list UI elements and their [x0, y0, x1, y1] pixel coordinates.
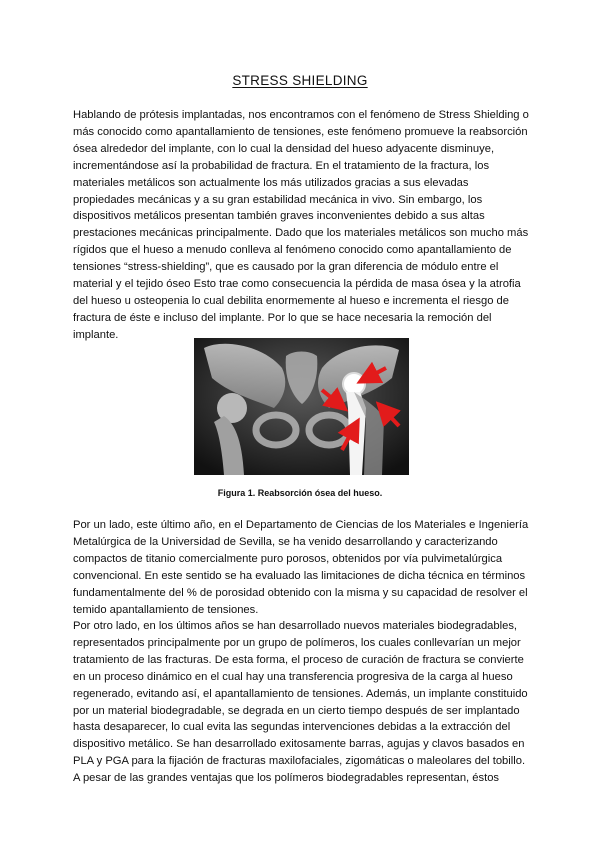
paragraph-titanium: Por un lado, este último año, en el Departamento de Ciencias de los Materiales e Ingeniería Metalúrgica de la Universidad de Sevilla, se ha venido desarrollando y caracterizando compactos de titanio comercialmente puro porosos, obtenidos por vía pulvimetalúrgica convencional. En este sentido se ha evaluado las limitaciones de dicha técnica en términos fundamentalmente del % de porosidad obtenido con la misma y su capacidad de resolver el temido apantallamiento de tensiones.	[73, 519, 529, 616]
figure-caption: Figura 1. Reabsorción ósea del hueso.	[217, 488, 383, 498]
xray-figure	[194, 338, 409, 475]
paragraph-biodegradable: Por otro lado, en los últimos años se han desarrollado nuevos materiales biodegradables, representados principalmente por un grupo de polímeros, los cuales conllevarían un mejor tratamiento de las fracturas. De esta forma, el proceso de curación de fractura se convierte en un proceso dinámico en el cual hay una transferencia progresiva de la carga al hueso regenerado, evitando así, el apantallamiento de tensiones. Además, un implante constituido por un material biodegradable, se degrada en un cierto tiempo después de ser implantado hasta desaparecer, lo cual evita las segundas intervenciones debidas a la extracción del dispositivo metálico. Se han desarrollado exitosamente barras, agujas y clavos basados en PLA y PGA para la fijación de fracturas maxilofaciales, zigomáticas o maleolares del tobillo. A pesar de las grandes ventajas que los polímeros biodegradables representan, éstos	[73, 620, 528, 785]
paragraph-intro: Hablando de prótesis implantadas, nos encontramos con el fenómeno de Stress Shielding o más conocido como apantallamiento de tensiones, este fenómeno promueve la reabsorción ósea alrededor del implante, con lo cual la densidad del hueso adyacente disminuye, incrementándose así la probabilidad de fractura. En el tratamiento de la fractura, los materiales metálicos son actualmente los más utilizados gracias a sus elevadas propiedades mecánicas y a su gran estabilidad mecánica in vivo. Sin embargo, los dispositivos metálicos presentan también graves inconvenientes debido a sus altas prestaciones mecánicas principalmente. Dado que los materiales metálicos son mucho más rígidos que el hueso a menudo conlleva al fenómeno conocido como apantallamiento de tensiones “stress-shielding”, que es causado por la gran diferencia de módulo entre el material y el tejido óseo Esto trae como consecuencia la pérdida de masa ósea y la atrofia del hueso u osteopenia lo cual debilita enormemente al hueso e incrementa el riesgo de fractura de éste e incluso del implante. Por lo que se hace necesaria la remoción del implante.	[73, 109, 529, 341]
hip-xray-image	[194, 338, 409, 475]
document-title: STRESS SHIELDING	[232, 73, 368, 88]
